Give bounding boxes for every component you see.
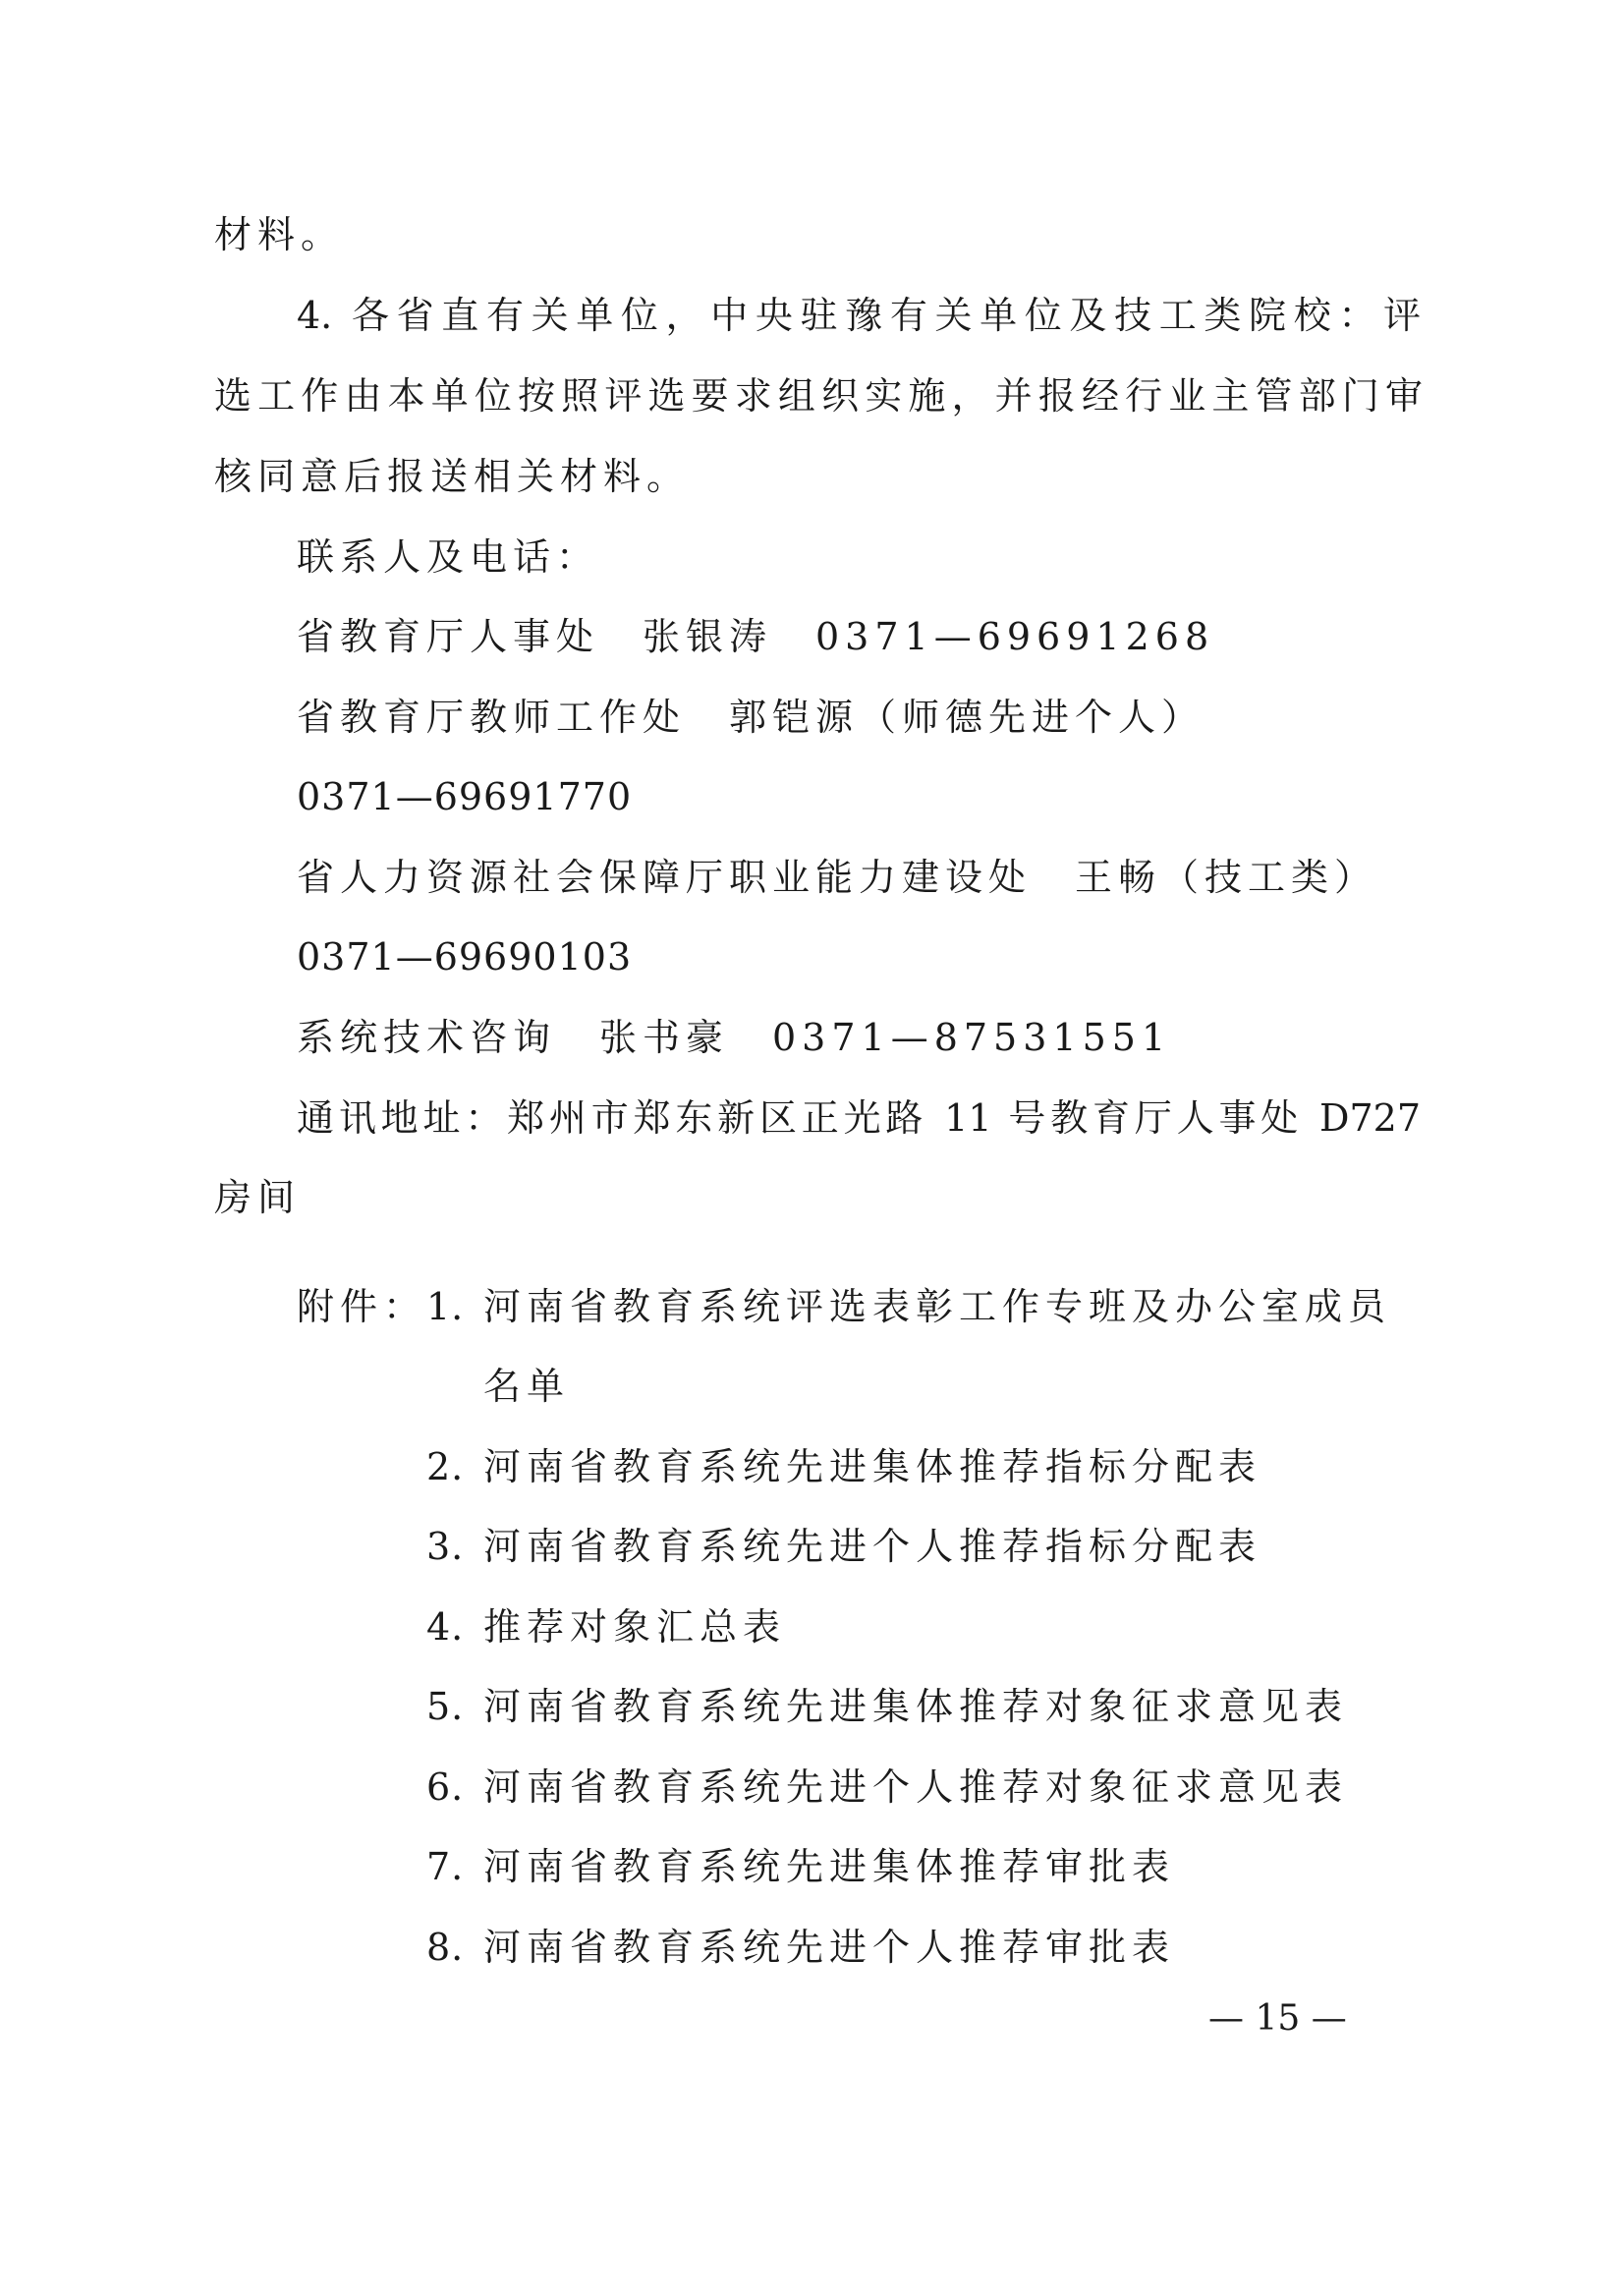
attachments-label: 附件： xyxy=(297,1285,427,1328)
attachment-title-cont: 名单 xyxy=(483,1365,571,1408)
paragraph-4-line-2: 选工作由本单位按照评选要求组织实施，并报经行业主管部门审 xyxy=(214,374,1423,418)
attachment-title: 河南省教育系统先进集体推荐对象征求意见表 xyxy=(483,1685,1349,1728)
attachment-title: 河南省教育系统先进个人推荐对象征求意见表 xyxy=(483,1765,1349,1809)
contact-phone-line: 0371—69690103 xyxy=(297,935,633,979)
contacts-heading: 联系人及电话： xyxy=(297,535,600,579)
attachment-title: 河南省教育系统先进集体推荐指标分配表 xyxy=(483,1445,1262,1488)
contact-line: 省人力资源社会保障厅职业能力建设处 王畅（技工类） xyxy=(297,856,1378,899)
attachment-number: 2. xyxy=(426,1445,465,1488)
attachment-title: 河南省教育系统先进集体推荐审批表 xyxy=(483,1845,1176,1888)
attachment-title: 河南省教育系统先进个人推荐指标分配表 xyxy=(483,1525,1262,1568)
attachment-number: 6. xyxy=(426,1765,465,1809)
contact-line: 省教育厅教师工作处 郭铠源（师德先进个人） xyxy=(297,696,1205,739)
page-number: — 15 — xyxy=(1208,1998,1347,2039)
attachment-title: 推荐对象汇总表 xyxy=(483,1605,787,1649)
attachment-number: 8. xyxy=(426,1926,465,1969)
paragraph-tail: 材料。 xyxy=(214,213,345,256)
attachment-title: 河南省教育系统评选表彰工作专班及办公室成员 xyxy=(483,1285,1392,1328)
attachment-number: 7. xyxy=(426,1845,465,1888)
contact-line: 系统技术咨询 张书豪 0371—87531551 xyxy=(297,1016,1172,1059)
paragraph-4-line-3: 核同意后报送相关材料。 xyxy=(214,455,691,498)
contact-phone-line: 0371—69691770 xyxy=(297,775,633,818)
address-line-1: 通讯地址：郑州市郑东新区正光路 11 号教育厅人事处 D727 xyxy=(297,1096,1421,1140)
address-line-2: 房间 xyxy=(214,1176,302,1219)
attachment-number: 5. xyxy=(426,1685,465,1728)
attachment-title: 河南省教育系统先进个人推荐审批表 xyxy=(483,1926,1176,1969)
attachment-number: 3. xyxy=(426,1525,465,1568)
paragraph-4-line-1: 4. 各省直有关单位，中央驻豫有关单位及技工类院校：评 xyxy=(297,294,1421,337)
attachment-number: 1. xyxy=(426,1285,465,1328)
attachment-number: 4. xyxy=(426,1605,465,1649)
contact-line: 省教育厅人事处 张银涛 0371—69691268 xyxy=(297,615,1215,658)
